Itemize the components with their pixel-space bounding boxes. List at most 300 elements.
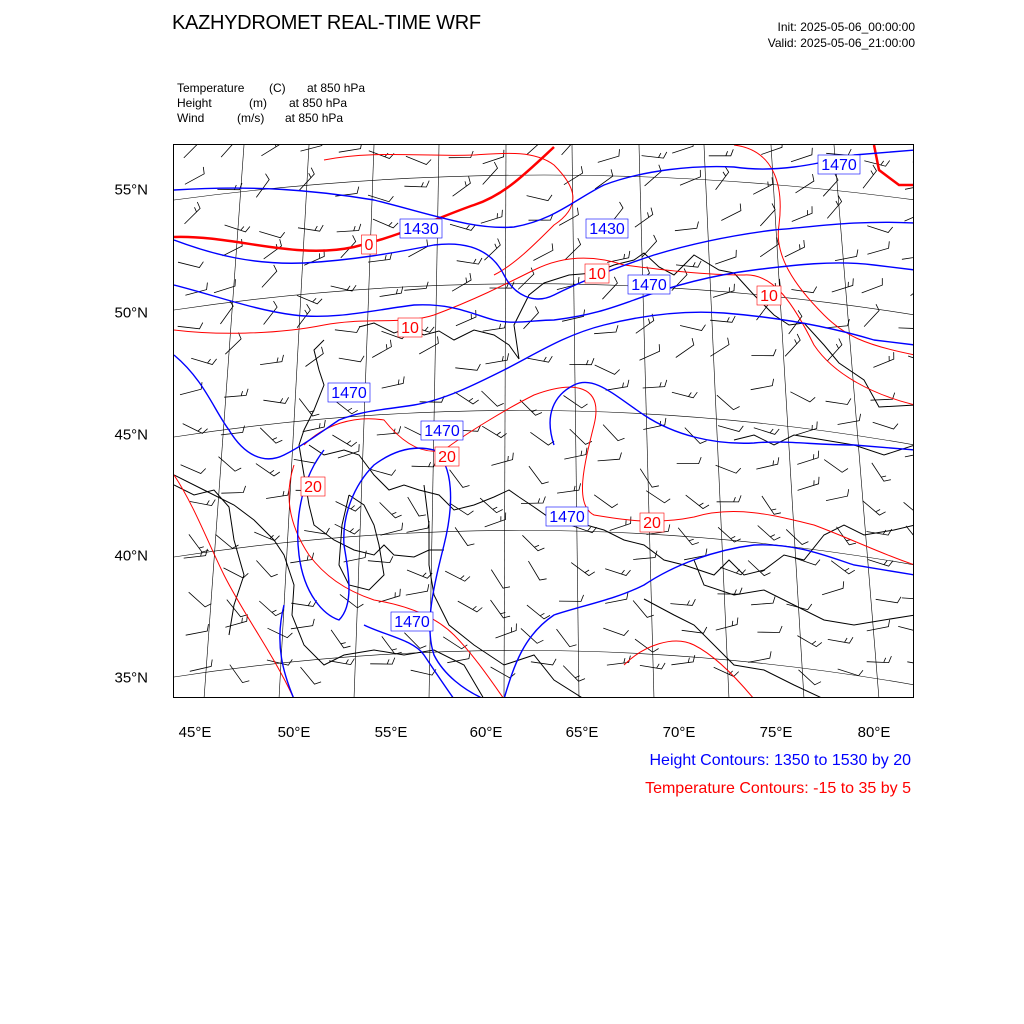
- wind-barb: [449, 151, 474, 158]
- wind-barb: [214, 279, 235, 293]
- wind-barb: [298, 225, 323, 231]
- wind-barb: [191, 358, 216, 364]
- wind-barb: [792, 206, 812, 221]
- wind-barb: [751, 349, 776, 356]
- wind-barb: [721, 204, 741, 221]
- height-contour-label: [586, 219, 628, 238]
- wind-barb: [335, 524, 360, 534]
- wind-barb: [831, 561, 855, 574]
- wind-barb: [411, 669, 436, 675]
- wind-barb: [189, 592, 212, 607]
- wind-barb: [264, 301, 278, 324]
- lat-label: 55°N: [114, 181, 148, 199]
- lon-label: 80°E: [857, 724, 891, 741]
- wind-barb: [339, 145, 362, 152]
- wind-barb: [640, 344, 660, 360]
- border-line: [174, 475, 484, 698]
- height-contour: [364, 625, 454, 698]
- map-panel: [173, 144, 914, 698]
- wind-barb: [329, 659, 354, 665]
- wind-barb: [709, 149, 734, 156]
- wind-barb: [905, 206, 915, 222]
- wind-barb: [380, 502, 402, 518]
- wind-barb: [482, 391, 504, 406]
- wind-barb: [824, 460, 848, 473]
- wind-barb: [787, 604, 812, 610]
- wind-barb: [185, 202, 201, 224]
- wind-barb: [799, 670, 822, 685]
- wind-barb: [261, 145, 280, 156]
- wind-barb: [863, 501, 886, 515]
- wind-barb: [485, 513, 506, 527]
- wind-barb: [491, 453, 513, 466]
- height-contour-label: [391, 612, 433, 631]
- wind-barb: [262, 265, 277, 288]
- variable-height: Height (m) at 850 hPa: [177, 96, 348, 110]
- wind-barb: [456, 310, 476, 326]
- wind-barb: [491, 600, 511, 618]
- wind-barb: [483, 321, 506, 331]
- wind-barb: [480, 498, 503, 513]
- wind-barb: [605, 569, 630, 576]
- wind-barb: [571, 563, 595, 576]
- wind-barb: [720, 567, 745, 575]
- wind-barb: [798, 477, 819, 491]
- wind-barb: [904, 502, 914, 516]
- svg-text:10: 10: [588, 266, 606, 283]
- temperature-contour-10: [174, 258, 914, 405]
- wind-barb: [291, 600, 316, 606]
- wind-barb: [266, 488, 289, 498]
- wind-barb: [635, 208, 653, 228]
- wind-barb: [873, 352, 893, 367]
- temperature-contour-label: [640, 513, 664, 532]
- wind-barb: [760, 203, 775, 226]
- temperature-contour-label: [362, 235, 377, 254]
- svg-text:20: 20: [643, 515, 661, 532]
- wind-barb: [185, 167, 204, 184]
- svg-text:20: 20: [438, 449, 456, 466]
- wind-barb: [790, 392, 815, 402]
- wind-barb: [301, 667, 322, 684]
- wind-barb: [761, 145, 782, 155]
- height-contour: [174, 150, 914, 227]
- wind-barb: [178, 262, 203, 268]
- wind-barb: [748, 651, 771, 662]
- svg-text:1470: 1470: [631, 277, 667, 294]
- wind-barb: [340, 594, 364, 607]
- wind-barb: [372, 340, 391, 358]
- wind-barb: [715, 250, 736, 264]
- wind-barb: [565, 238, 581, 260]
- wind-barb: [913, 158, 914, 164]
- wind-barb: [447, 652, 470, 663]
- wind-barb: [443, 637, 467, 649]
- wind-barb: [676, 338, 694, 357]
- wind-barb: [675, 222, 699, 231]
- wind-barb: [230, 665, 250, 683]
- lat-label: 45°N: [114, 426, 148, 444]
- wind-barb: [907, 660, 914, 666]
- wind-barb: [407, 521, 430, 532]
- temperature-contour-label: [398, 318, 422, 337]
- wind-barb: [189, 534, 209, 552]
- wind-barb: [299, 399, 319, 417]
- svg-text:1470: 1470: [424, 423, 460, 440]
- wind-barb: [301, 145, 323, 151]
- wind-barb: [595, 365, 620, 374]
- wind-barb: [751, 379, 774, 390]
- lon-label: 50°E: [277, 724, 311, 741]
- wind-barb: [256, 561, 277, 577]
- wind-barb: [832, 278, 854, 292]
- wind-barb: [753, 177, 773, 194]
- parallel-line: [174, 284, 914, 315]
- variable-wind: Wind (m/s) at 850 hPa: [177, 111, 344, 125]
- wind-barb: [406, 584, 429, 595]
- wind-barb: [898, 626, 914, 632]
- wind-barb: [607, 656, 631, 666]
- wind-barb: [522, 535, 544, 551]
- wind-barb: [481, 210, 503, 223]
- wind-barb: [455, 364, 480, 370]
- wind-barb: [483, 150, 504, 164]
- wind-barb: [373, 219, 398, 228]
- wind-barb: [332, 435, 356, 446]
- wind-barb: [224, 389, 248, 398]
- wind-barb: [483, 162, 498, 185]
- wind-barb: [484, 239, 500, 261]
- wind-barb: [760, 238, 778, 257]
- wind-barb: [680, 170, 700, 185]
- map-title: KAZHYDROMET REAL-TIME WRF: [172, 12, 481, 34]
- wind-barb: [527, 605, 550, 619]
- coastline: [309, 445, 519, 510]
- wind-barb: [682, 627, 707, 633]
- wind-barb: [221, 486, 245, 493]
- height-contour-label: [328, 383, 370, 402]
- parallel-line: [174, 175, 914, 200]
- time-info: [768, 19, 915, 51]
- svg-text:1430: 1430: [589, 221, 625, 238]
- wind-barb: [335, 326, 360, 332]
- wind-barb: [826, 489, 849, 500]
- wind-barb: [595, 169, 613, 189]
- wind-barb: [408, 497, 426, 516]
- svg-text:1470: 1470: [394, 614, 430, 631]
- svg-text:1430: 1430: [403, 221, 439, 238]
- wind-barb: [557, 629, 577, 647]
- wind-barb: [216, 534, 239, 548]
- wind-barb: [791, 287, 816, 293]
- wind-barb: [797, 451, 818, 465]
- temperature-contour-label: [435, 447, 459, 466]
- wind-barb: [717, 395, 740, 410]
- lat-label: 40°N: [114, 547, 148, 565]
- wind-barb: [370, 658, 395, 665]
- wind-barb: [867, 241, 889, 254]
- wind-barb: [445, 571, 470, 581]
- height-contour-label: [400, 219, 442, 238]
- wind-barb: [670, 599, 695, 605]
- temperature-contour-20: [624, 641, 754, 698]
- wind-barb: [873, 422, 898, 429]
- wind-barb: [642, 152, 667, 158]
- lon-label: 75°E: [759, 724, 793, 741]
- wind-barb: [496, 624, 517, 639]
- wind-barb: [680, 325, 705, 331]
- wind-barb: [225, 614, 247, 627]
- meridian-line: [704, 145, 729, 698]
- height-contour: [174, 222, 914, 299]
- wind-barb: [219, 457, 242, 472]
- wind-barb: [911, 275, 915, 295]
- wind-barb: [643, 380, 667, 388]
- wind-barb: [786, 529, 808, 544]
- meridian-line: [639, 145, 654, 698]
- wind-barb: [913, 421, 914, 433]
- wind-barb: [337, 224, 361, 232]
- svg-text:20: 20: [304, 479, 322, 496]
- wind-barb: [751, 596, 775, 604]
- svg-text:10: 10: [401, 320, 419, 337]
- wind-barb: [453, 177, 471, 197]
- wind-barb: [676, 261, 701, 267]
- wind-barb: [404, 181, 429, 187]
- wind-barb: [455, 392, 479, 404]
- wind-barb: [902, 249, 914, 259]
- lon-label: 65°E: [565, 724, 599, 741]
- height-contours: [174, 150, 914, 698]
- wind-barb: [640, 469, 659, 488]
- wind-barb: [521, 497, 545, 504]
- wind-barb: [906, 526, 914, 543]
- svg-text:1470: 1470: [331, 385, 367, 402]
- wind-barb: [795, 558, 820, 565]
- wind-barb: [640, 663, 665, 669]
- height-contour: [550, 382, 914, 450]
- lon-label: 45°E: [178, 724, 212, 741]
- wind-barb: [259, 601, 282, 616]
- wind-barb: [672, 145, 693, 153]
- wind-barb: [867, 226, 892, 233]
- border-line: [734, 435, 914, 455]
- temperature-contour-label: [757, 286, 781, 305]
- wind-barb: [606, 380, 629, 390]
- wind-barb: [822, 581, 844, 594]
- wind-barb: [450, 470, 470, 488]
- wind-barb: [557, 483, 581, 493]
- svg-text:10: 10: [760, 288, 778, 305]
- wind-barb: [180, 382, 202, 395]
- wind-barb: [339, 356, 364, 362]
- temperature-contour-20: [289, 465, 504, 698]
- wind-barb: [862, 278, 883, 293]
- valid-time: Valid: 2025-05-06_21:00:00: [767, 36, 915, 50]
- wind-barb: [529, 466, 549, 484]
- variable-list: [177, 81, 365, 126]
- temperature-contour-20: [174, 475, 294, 698]
- wind-barb: [872, 463, 891, 481]
- lon-label: 70°E: [662, 724, 696, 741]
- lon-label: 55°E: [374, 724, 408, 741]
- wind-barb: [570, 429, 592, 444]
- wind-barb: [899, 322, 915, 328]
- wind-barb: [791, 148, 812, 162]
- wind-barb: [716, 618, 738, 631]
- wind-barb: [452, 273, 471, 291]
- wind-barb: [190, 660, 212, 672]
- wind-barb: [450, 224, 475, 230]
- wind-barb: [455, 527, 474, 545]
- wind-barb: [785, 240, 805, 257]
- border-line: [174, 485, 244, 635]
- wind-barb: [412, 460, 437, 467]
- wind-barb: [290, 553, 313, 563]
- wind-barb: [370, 469, 395, 475]
- wind-barb: [178, 323, 203, 329]
- wind-barb: [183, 424, 208, 434]
- wind-barb: [867, 656, 892, 663]
- wind-barb: [826, 398, 851, 404]
- wind-barb: [256, 464, 280, 476]
- meridian-line: [572, 145, 579, 698]
- wind-barb: [838, 414, 861, 425]
- wind-barb: [559, 595, 584, 602]
- wind-barb: [645, 165, 662, 186]
- wind-barb: [406, 156, 431, 164]
- wind-barb: [598, 149, 620, 162]
- wind-barb: [520, 400, 542, 416]
- wind-barb: [603, 425, 624, 441]
- wind-barb: [710, 316, 735, 322]
- init-time: Init: 2025-05-06_00:00:00: [777, 20, 915, 34]
- wind-barb: [796, 174, 814, 193]
- wind-barb: [598, 453, 622, 461]
- wind-barb: [686, 495, 709, 509]
- height-contour-label: [421, 421, 463, 440]
- wind-barb: [569, 358, 594, 365]
- wind-barb: [227, 600, 248, 617]
- wind-barb: [225, 333, 241, 355]
- wind-barb: [902, 593, 914, 599]
- wind-barb: [876, 597, 901, 603]
- wind-barb: [528, 561, 546, 580]
- wind-barb: [533, 243, 553, 260]
- wind-barb: [716, 166, 729, 190]
- wind-barb: [181, 465, 206, 474]
- variable-temperature: Temperature (C) at 850 hPa: [177, 81, 366, 95]
- wind-barb: [607, 251, 630, 263]
- wind-barb: [524, 306, 539, 328]
- height-contour: [174, 263, 914, 322]
- wind-barb: [331, 285, 356, 291]
- wind-barb: [190, 500, 215, 506]
- wind-barb: [260, 355, 283, 365]
- wind-barb: [263, 397, 288, 403]
- border-line: [644, 599, 824, 698]
- wind-barb: [562, 145, 577, 155]
- coastline: [339, 495, 384, 590]
- wind-barb: [684, 549, 707, 560]
- wind-barb: [382, 376, 405, 388]
- wind-barb: [368, 556, 393, 562]
- wind-barb: [331, 630, 350, 648]
- wind-barb: [757, 626, 782, 633]
- wind-barb: [221, 426, 245, 435]
- wind-barb: [527, 145, 543, 155]
- wind-barb: [785, 334, 800, 356]
- wind-barb: [457, 258, 482, 264]
- wind-barb: [905, 178, 914, 189]
- temperature-contour-label: [301, 477, 325, 496]
- contour-labels: [301, 155, 860, 631]
- lat-label: 50°N: [114, 304, 148, 322]
- wind-barb: [863, 165, 877, 188]
- lat-label: 35°N: [114, 669, 148, 687]
- wind-barb: [635, 639, 659, 652]
- wind-barb: [491, 570, 510, 589]
- wind-barb: [762, 496, 781, 514]
- wind-barb: [823, 174, 838, 197]
- svg-text:1470: 1470: [821, 157, 857, 174]
- wind-barb: [835, 250, 858, 261]
- wind-barb: [256, 174, 269, 198]
- svg-text:1470: 1470: [549, 509, 585, 526]
- wind-barb: [259, 232, 284, 238]
- wind-barb: [758, 526, 781, 541]
- temperature-contour-label: [585, 264, 609, 283]
- height-contour-label: [546, 507, 588, 526]
- wind-barb: [828, 637, 853, 643]
- wind-barb: [713, 284, 734, 298]
- wind-barb: [754, 428, 779, 435]
- wind-barb: [677, 457, 702, 464]
- wind-barb: [672, 392, 697, 398]
- parallel-line: [174, 410, 914, 445]
- svg-text:0: 0: [364, 237, 374, 254]
- wind-barb: [224, 568, 249, 578]
- height-contour-label: [818, 155, 860, 174]
- wind-barb: [563, 666, 585, 682]
- wind-barb: [527, 195, 552, 201]
- wind-barbs: [178, 145, 914, 685]
- wind-barb: [914, 567, 915, 574]
- wind-barb: [379, 589, 401, 603]
- wind-barb: [826, 149, 851, 155]
- wind-barb: [594, 495, 618, 508]
- height-contour-label: [628, 275, 670, 294]
- wind-barb: [527, 356, 552, 362]
- wind-barb: [646, 491, 670, 503]
- lon-label: 60°E: [469, 724, 503, 741]
- wind-barb: [482, 426, 506, 437]
- wind-barb: [304, 528, 329, 534]
- wind-barb: [407, 570, 432, 578]
- wind-barb: [603, 628, 628, 635]
- wind-barb: [225, 225, 250, 232]
- height-legend: Height Contours: 1350 to 1530 by 20: [649, 752, 911, 769]
- meridian-line: [354, 145, 374, 698]
- temperature-legend: Temperature Contours: -15 to 35 by 5: [645, 780, 911, 797]
- wind-barb: [186, 624, 209, 635]
- wind-barb: [796, 422, 818, 436]
- wind-barb: [221, 145, 236, 157]
- wind-barb: [184, 145, 200, 158]
- map-canvas: [174, 145, 914, 698]
- wind-barb: [908, 356, 914, 363]
- wind-barb: [716, 465, 741, 473]
